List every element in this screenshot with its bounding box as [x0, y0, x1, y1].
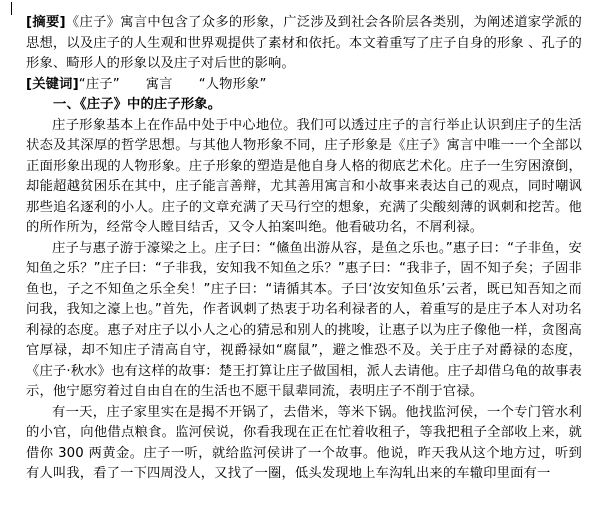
section-heading: 一、《庄子》中的庄子形象。	[53, 97, 222, 112]
abstract-label: [摘要]	[26, 15, 66, 30]
document-body[interactable]	[26, 13, 582, 485]
keyword-3: “人物形象”	[198, 76, 267, 92]
keywords-line	[26, 75, 582, 96]
keyword-1: “庄子”	[78, 76, 120, 92]
abstract-text: 《庄子》寓言中包含了众多的形象，广泛涉及到社会各阶层各类别，为阐述道家学派的思想，以及庄子的人生观和世界观提供了素材和依托。本文着重写了庄子自身的形象 、孔子的形象、畸形人的形象以及庄子对后世的影响。	[26, 15, 582, 71]
text-cursor	[11, 2, 12, 15]
body-paragraph-2: 庄子与惠子游于濠梁之上。庄子曰：“鯈鱼出游从容，是鱼之乐也。”惠子曰：“子非鱼，安知鱼之乐？”庄子曰：“子非我，安知我不知鱼之乐？”惠子曰：“我非子，固不知子矣；子固非鱼也，子之不知鱼之乐全矣！”庄子曰：“请循其本。子曰‘汝安知鱼乐’云者，既已知吾知之而问我，我知之濠上也。”首先，作者讽刺了热衷于功名利禄者的人，着重写的是庄子本人对功名利禄的态度。惠子对庄子以小人之心的猜忌和别人的挑唆，让惠子以为庄子像他一样，贪图高官厚禄，却不知庄子清高自守，视爵禄如“腐鼠”，避之惟恐不及。关于庄子对爵禄的态度，《庄子·秋水》也有这样的故事：楚王打算让庄子做国相，派人去请他。庄子却借乌龟的故事表示，他宁愿穷着过自由自在的生活也不愿干鼠辈同流，表明庄子不削于官禄。	[26, 240, 582, 399]
body-paragraph-3: 有一天，庄子家里实在是揭不开锅了，去借米，等米下锅。他找监河侯，一个专门管水利的小官，向他借点粮食。监河侯说，你看我现在正在忙着收租子，等我把租子全部收上来，就借你 300 两黄金。庄子一听，就给监河侯讲了一个故事。他说，昨天我从这个地方过，听到有人叫我，看了一下四周没人，又找了一圈，低头发现地上车沟轧出来的车辙印里面有一	[26, 404, 582, 481]
abstract-paragraph	[26, 13, 582, 75]
body-paragraph-1: 庄子形象基本上在作品中处于中心地位。我们可以透过庄子的言行举止认识到庄子的生活状态及其深厚的哲学思想。与其他人物形象不同，庄子形象是《庄子》寓言中唯一一个全部以正面形象出现的人物形象。庄子形象的塑造是他自身人格的彻底艺术化。庄子一生穷困潦倒，却能超越贫困乐在其中，庄子能言善辩，尤其善用寓言和小故事来表达自己的观点，同时嘲讽那些追名逐利的小人。庄子的文章充满了天马行空的想象，充满了尖酸刻薄的讽刺和挖苦。他的所作所为，经常令人瞠目结舌，又令人拍案叫绝。他看破功名，不屑利禄。	[26, 117, 582, 235]
keyword-2: 寓言	[145, 76, 173, 92]
keywords-label: [关键词]	[26, 76, 79, 92]
